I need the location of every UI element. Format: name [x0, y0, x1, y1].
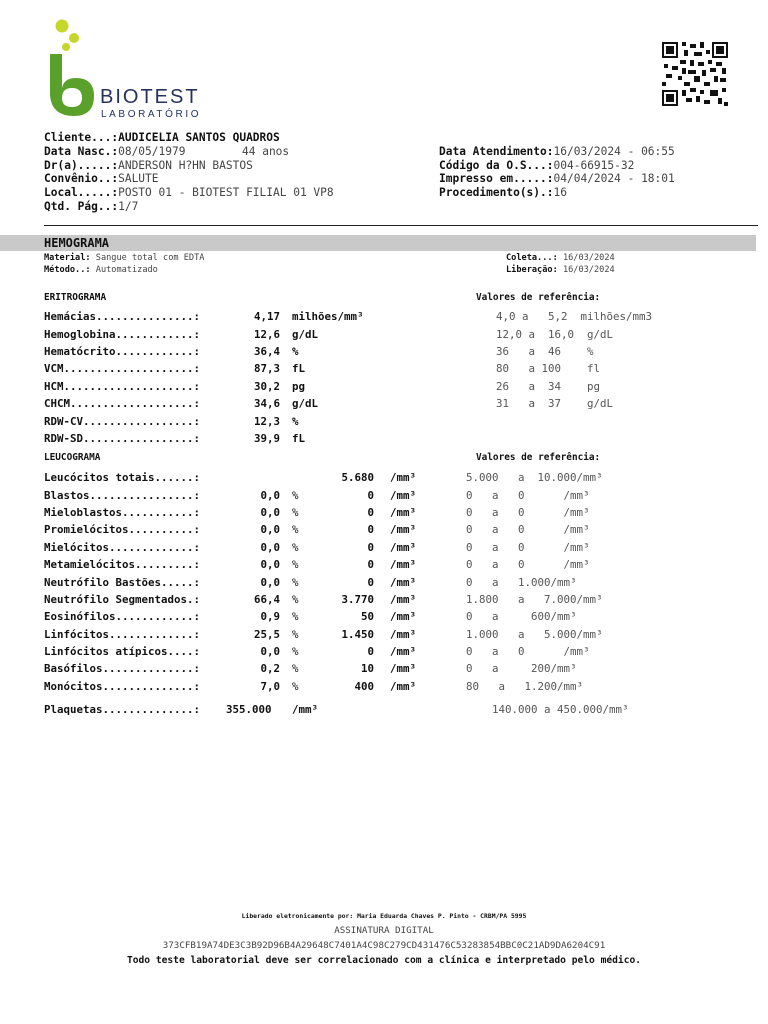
reference-range: 26 a 34 pg — [496, 379, 601, 393]
qr-code — [662, 42, 728, 106]
analyte-name: Hemoglobina............: — [44, 327, 201, 341]
reference-range: 0 a 600/mm³ — [466, 610, 577, 624]
absolute-value: 0 — [367, 523, 374, 537]
doctor-label: Dr(a).....: — [44, 159, 119, 172]
reference-range: 0 a 1.000/mm³ — [466, 575, 577, 589]
location-value: POSTO 01 - BIOTEST FILIAL 01 VP8 — [118, 186, 334, 199]
percent-unit — [280, 469, 316, 486]
analyte-value: 34,6 — [253, 397, 280, 411]
absolute-unit: /mm³ — [390, 540, 417, 554]
header-divider — [44, 225, 758, 226]
printed-label: Impresso em.....: — [439, 172, 554, 185]
analyte-name: Hemácias...............: — [44, 310, 201, 324]
analyte-value: 39,9 — [253, 431, 280, 445]
absolute-value: 0 — [367, 540, 374, 554]
absolute-unit: /mm³ — [390, 645, 417, 659]
analyte-name: Hematócrito............: — [44, 344, 201, 358]
analyte-value: 36,4 — [253, 344, 280, 358]
table-row — [44, 308, 652, 325]
analyte-name: Mielócitos.............: — [44, 540, 201, 554]
absolute-unit: /mm³ — [390, 488, 417, 502]
pages-label: Qtd. Pág..: — [44, 200, 119, 213]
absolute-value: 0 — [367, 645, 374, 659]
reference-range: 0 a 0 /mm³ — [466, 540, 590, 554]
collection-label: Coleta...: — [506, 253, 558, 263]
eritrograma-table — [44, 308, 652, 447]
absolute-unit: /mm³ — [390, 610, 417, 624]
absolute-unit: /mm³ — [390, 592, 417, 606]
percent-value: 25,5 — [253, 627, 280, 641]
procedures-label: Procedimento(s).: — [439, 186, 554, 199]
age-value: 44 anos — [242, 145, 290, 158]
analyte-name: Neutrófilo Segmentados.: — [44, 592, 201, 606]
analyte-name: Promielócitos..........: — [44, 523, 201, 537]
logo-dot-medium — [69, 33, 79, 43]
insurance-row — [44, 172, 159, 186]
table-row — [44, 469, 603, 486]
patient-name: AUDICELIA SANTOS QUADROS — [118, 131, 280, 144]
reference-range: 12,0 a 16,0 g/dL — [496, 327, 614, 341]
absolute-value: 0 — [367, 488, 374, 502]
absolute-unit: /mm³ — [390, 558, 417, 572]
doctor-row — [44, 159, 253, 173]
location-row — [44, 186, 334, 200]
reference-range — [474, 412, 652, 429]
percent-value: 0,0 — [260, 575, 280, 589]
analyte-unit: g/dL — [292, 397, 319, 411]
reference-range: 31 a 37 g/dL — [496, 397, 614, 411]
percent-value: 0,0 — [260, 540, 280, 554]
analyte-name: Linfócitos atípicos....: — [44, 645, 201, 659]
absolute-value: 3.770 — [341, 592, 374, 606]
percent-unit: % — [292, 575, 299, 589]
procedures-row — [439, 186, 567, 200]
exam-title: HEMOGRAMA — [44, 236, 110, 250]
analyte-name: Linfócitos.............: — [44, 627, 201, 641]
material-value: Sangue total com EDTA — [95, 253, 205, 263]
release-label: Liberação: — [506, 265, 558, 275]
analyte-unit: milhões/mm³ — [292, 310, 364, 324]
location-label: Local.....: — [44, 186, 119, 199]
absolute-unit: /mm³ — [390, 471, 417, 485]
table-row — [44, 701, 629, 718]
release-value: 16/03/2024 — [562, 265, 615, 275]
percent-unit: % — [292, 645, 299, 659]
analyte-name: Eosinófilos............: — [44, 610, 201, 624]
analyte-unit: fL — [292, 362, 306, 376]
table-row — [44, 430, 652, 447]
reference-range: 1.000 a 5.000/mm³ — [466, 627, 603, 641]
analyte-value: 12,6 — [253, 327, 280, 341]
analyte-value: 87,3 — [253, 362, 280, 376]
reference-range: 5.000 a 10.000/mm³ — [466, 471, 603, 485]
reference-range: 1.800 a 7.000/mm³ — [466, 592, 603, 606]
birthdate-label: Data Nasc.: — [44, 145, 119, 158]
percent-value: 0,0 — [260, 523, 280, 537]
analyte-name: Neutrófilo Bastões.....: — [44, 575, 201, 589]
signature-hash: 373CFB19A74DE3C3B92D96B4A29648C7401A4C98C279CD431476C53283854BBC0C21AD9DA6204C91 — [162, 940, 606, 951]
reference-range: 0 a 200/mm³ — [466, 662, 577, 676]
logo-b-mark — [50, 54, 94, 116]
plaquetas-ref: 140.000 a 450.000/mm³ — [492, 703, 629, 717]
order-code-value: 004-66915-32 — [553, 159, 635, 172]
absolute-unit: /mm³ — [390, 575, 417, 589]
plaquetas-name: Plaquetas..............: — [44, 703, 201, 717]
material-row — [44, 253, 204, 263]
reference-range: 0 a 0 /mm³ — [466, 558, 590, 572]
table-row — [44, 395, 652, 412]
analyte-name: HCM....................: — [44, 379, 201, 393]
absolute-value: 0 — [367, 575, 374, 589]
table-row — [44, 678, 603, 695]
analyte-unit: g/dL — [292, 327, 319, 341]
disclaimer: Todo teste laboratorial deve ser correlacionado com a clínica e interpretado pelo médico. — [126, 955, 642, 966]
analyte-name: Blastos................: — [44, 488, 201, 502]
percent-value: 0,0 — [260, 488, 280, 502]
absolute-unit: /mm³ — [390, 627, 417, 641]
plaquetas-unit: /mm³ — [292, 703, 319, 717]
absolute-value: 10 — [360, 662, 374, 676]
birthdate-row — [44, 145, 185, 159]
percent-unit: % — [292, 662, 299, 676]
percent-unit: % — [292, 627, 299, 641]
absolute-unit: /mm³ — [390, 505, 417, 519]
percent-unit: % — [292, 558, 299, 572]
attendance-row — [439, 145, 675, 159]
percent-value: 0,9 — [260, 610, 280, 624]
analyte-name: RDW-SD.................: — [44, 431, 201, 445]
analyte-value: 30,2 — [253, 379, 280, 393]
insurance-value: SALUTE — [118, 172, 159, 185]
printed-row — [439, 172, 675, 186]
eritrograma-title: ERITROGRAMA — [44, 292, 107, 303]
order-code-row — [439, 159, 634, 173]
reference-range: 36 a 46 % — [496, 344, 594, 358]
pages-value: 1/7 — [118, 200, 139, 213]
reference-range: 80 a 1.200/mm³ — [466, 679, 584, 693]
cliente-label: Cliente...: — [44, 131, 119, 144]
birthdate-value: 08/05/1979 — [118, 145, 186, 158]
release-row — [506, 265, 615, 275]
percent-value — [220, 469, 280, 486]
absolute-value: 50 — [360, 610, 374, 624]
method-row — [44, 265, 158, 275]
logo-dot-large — [56, 20, 69, 33]
analyte-name: RDW-CV.................: — [44, 414, 201, 428]
reference-range — [474, 430, 652, 447]
analyte-unit: pg — [292, 379, 306, 393]
analyte-value: 4,17 — [253, 310, 280, 324]
insurance-label: Convênio..: — [44, 172, 119, 185]
reference-range: 0 a 0 /mm³ — [466, 523, 590, 537]
analyte-name: Monócitos..............: — [44, 679, 201, 693]
collection-value: 16/03/2024 — [562, 253, 615, 263]
absolute-value: 0 — [367, 505, 374, 519]
percent-value: 0,0 — [260, 558, 280, 572]
printed-value: 04/04/2024 - 18:01 — [553, 172, 675, 185]
table-row — [44, 343, 652, 360]
percent-unit: % — [292, 505, 299, 519]
table-row — [44, 504, 603, 521]
reference-range: 80 a 100 fl — [496, 362, 601, 376]
plaquetas-value: 355.000 — [226, 703, 272, 717]
table-row — [44, 660, 603, 677]
method-value: Automatizado — [95, 265, 158, 275]
table-row — [44, 539, 603, 556]
analyte-name: CHCM...................: — [44, 397, 201, 411]
table-row — [44, 626, 603, 643]
eritrograma-ref-title: Valores de referência: — [476, 292, 601, 303]
percent-unit: % — [292, 540, 299, 554]
percent-value: 0,0 — [260, 645, 280, 659]
table-row — [44, 591, 603, 608]
collection-row — [506, 253, 615, 263]
table-row — [44, 556, 603, 573]
absolute-value: 0 — [367, 558, 374, 572]
material-label: Material: — [44, 253, 91, 263]
analyte-unit: fL — [292, 431, 306, 445]
leucograma-ref-title: Valores de referência: — [476, 452, 601, 463]
table-row — [44, 643, 603, 660]
percent-value: 0,2 — [260, 662, 280, 676]
attendance-value: 16/03/2024 - 06:55 — [553, 145, 675, 158]
table-row — [44, 521, 603, 538]
reference-range: 0 a 0 /mm³ — [466, 505, 590, 519]
analyte-name: Basófilos..............: — [44, 662, 201, 676]
table-row — [44, 325, 652, 342]
leucograma-title: LEUCOGRAMA — [44, 452, 101, 463]
analyte-unit: % — [292, 344, 299, 358]
absolute-unit: /mm³ — [390, 679, 417, 693]
percent-value: 66,4 — [253, 592, 280, 606]
percent-unit: % — [292, 592, 299, 606]
percent-value: 0,0 — [260, 505, 280, 519]
percent-value: 7,0 — [260, 679, 280, 693]
patient-name-row — [44, 131, 280, 145]
brand-name: BIOTEST — [100, 86, 200, 108]
leucograma-table — [44, 469, 603, 695]
percent-unit: % — [292, 679, 299, 693]
analyte-name: Metamielócitos.........: — [44, 558, 201, 572]
method-label: Método..: — [44, 265, 91, 275]
table-row — [44, 378, 652, 395]
percent-unit: % — [292, 610, 299, 624]
table-row — [44, 608, 603, 625]
released-by: Liberado eletronicamente por: Maria Eduarda Chaves P. Pinto - CRBM/PA 5995 — [241, 912, 527, 920]
procedures-value: 16 — [553, 186, 567, 199]
absolute-unit: /mm³ — [390, 662, 417, 676]
logo-dot-small — [62, 43, 70, 51]
pages-row — [44, 200, 138, 214]
plaquetas-table — [44, 701, 629, 718]
analyte-name: Mieloblastos...........: — [44, 505, 201, 519]
reference-range: 4,0 a 5,2 milhões/mm3 — [496, 310, 653, 324]
absolute-value: 5.680 — [341, 471, 374, 485]
section-bar — [0, 235, 756, 251]
brand-subtitle: LABORATÓRIO — [101, 109, 202, 120]
table-row — [44, 486, 603, 503]
order-code-label: Código da O.S...: — [439, 159, 554, 172]
reference-range: 0 a 0 /mm³ — [466, 488, 590, 502]
percent-unit: % — [292, 488, 299, 502]
absolute-value: 400 — [354, 679, 374, 693]
analyte-unit: % — [292, 414, 299, 428]
analyte-value: 12,3 — [253, 414, 280, 428]
reference-range: 0 a 0 /mm³ — [466, 645, 590, 659]
doctor-value: ANDERSON H?HN BASTOS — [118, 159, 253, 172]
analyte-name: Leucócitos totais......: — [44, 471, 201, 485]
table-row — [44, 412, 652, 429]
attendance-label: Data Atendimento: — [439, 145, 554, 158]
table-row — [44, 360, 652, 377]
analyte-name: VCM....................: — [44, 362, 201, 376]
absolute-value: 1.450 — [341, 627, 374, 641]
percent-unit: % — [292, 523, 299, 537]
absolute-unit: /mm³ — [390, 523, 417, 537]
digital-signature-label: ASSINATURA DIGITAL — [334, 925, 434, 936]
table-row — [44, 573, 603, 590]
